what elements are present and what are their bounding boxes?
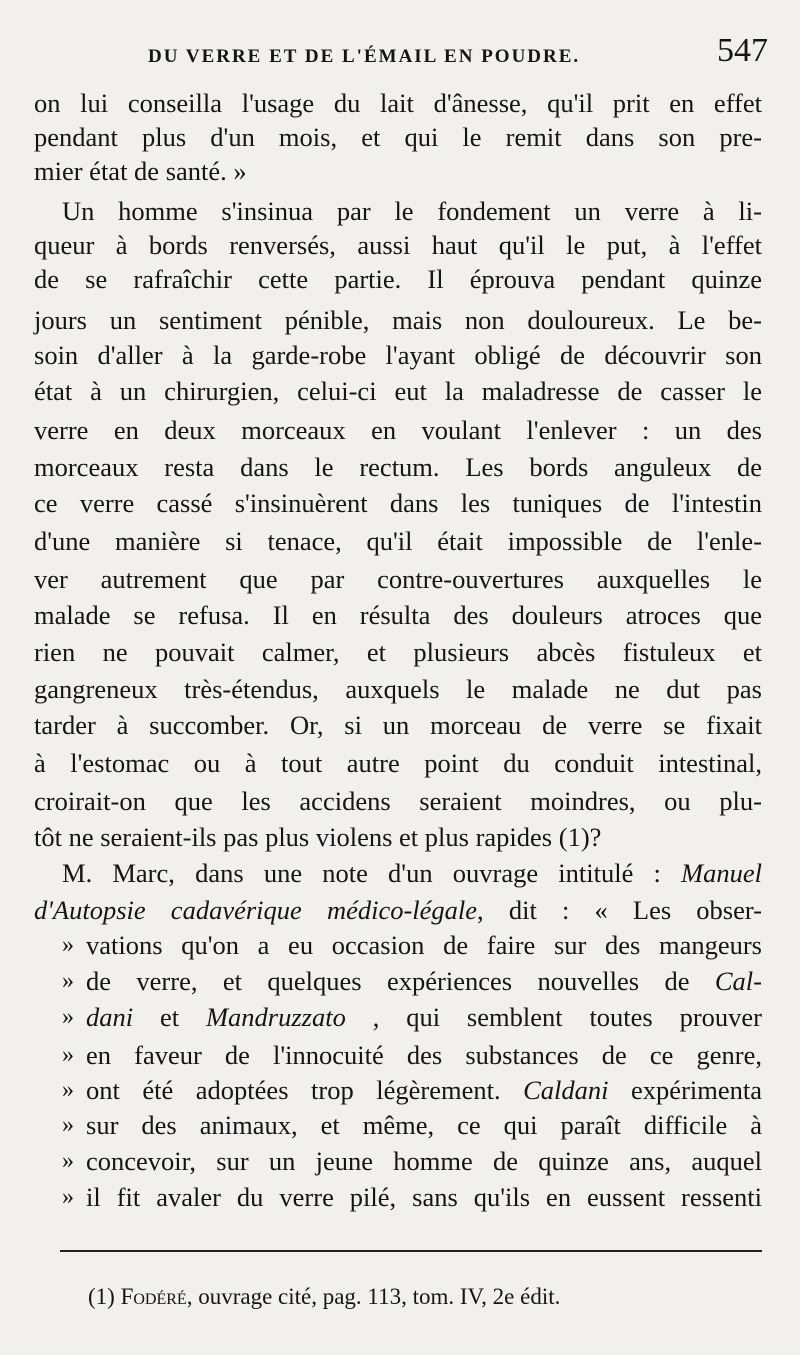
footnote <box>88 1282 560 1312</box>
quote-mark: » <box>62 1042 74 1068</box>
quoted-line <box>86 964 762 998</box>
author-name-italic: Caldani <box>523 1075 609 1105</box>
quote-mark: » <box>62 1004 74 1030</box>
text-line: tôt ne seraient-ils pas plus violens et plus rapides (1)? <box>34 822 602 852</box>
text-line: jours un sentiment pénible, mais non douloureux. Le be- <box>34 305 762 335</box>
text-span: et <box>133 1002 206 1032</box>
footnote-text: , ouvrage cité, pag. 113, tom. IV, 2e édit. <box>186 1284 561 1309</box>
quote-mark: » <box>62 968 74 994</box>
text-line: malade se refusa. Il en résulta des douleurs atroces que <box>34 600 762 630</box>
quoted-line: en faveur de l'innocuité des substances de ce genre, <box>86 1040 762 1070</box>
quoted-line: vations qu'on a eu occasion de faire sur des mangeurs <box>86 930 762 960</box>
text-line: à l'estomac ou à tout autre point du conduit intestinal, <box>34 748 762 778</box>
footnote-mark: (1) <box>88 1284 121 1309</box>
footnote-divider <box>60 1250 762 1252</box>
quoted-line: sur des animaux, et même, ce qui paraît difficile à <box>86 1110 762 1140</box>
quote-mark: » <box>62 932 74 958</box>
text-line: verre en deux morceaux en voulant l'enlever : un des <box>34 415 762 445</box>
text-line: morceaux resta dans le rectum. Les bords anguleux de <box>34 452 762 482</box>
text-line: d'une manière si tenace, qu'il était impossible de l'enle- <box>34 526 762 556</box>
text-span: ont été adoptées trop légèrement. <box>86 1075 524 1105</box>
text-line: tarder à succomber. Or, si un morceau de verre se fixait <box>34 710 762 740</box>
footnote-author: Fodéré <box>120 1284 187 1309</box>
text-line: queur à bords renversés, aussi haut qu'il le put, à l'effet <box>34 230 762 260</box>
running-header <box>120 30 770 80</box>
quote-mark: » <box>62 1148 74 1174</box>
text-line: mier état de santé. » <box>34 156 247 186</box>
quoted-line <box>86 1000 762 1034</box>
quote-mark: » <box>62 1184 74 1210</box>
quoted-line <box>86 1073 762 1107</box>
text-line-marc <box>62 856 762 890</box>
author-name-italic: Mandruzzato <box>205 1002 346 1032</box>
text-line-marc <box>34 893 762 927</box>
text-line: état à un chirurgien, celui-ci eut la maladresse de casser le <box>34 376 762 406</box>
text-line: ver autrement que par contre-ouvertures auxquelles le <box>34 564 762 594</box>
quote-mark: » <box>62 1112 74 1138</box>
text-line: de se rafraîchir cette partie. Il éprouva pendant quinze <box>34 264 762 294</box>
text-line: gangreneux très-étendus, auxquels le malade ne dut pas <box>34 674 762 704</box>
text-span: , qui semblent toutes prouver <box>345 1002 763 1032</box>
text-line: pendant plus d'un mois, et qui le remit dans son pre- <box>34 122 762 152</box>
quoted-line: concevoir, sur un jeune homme de quinze ans, auquel <box>86 1146 762 1176</box>
text-span: de verre, et quelques expériences nouvelles de <box>86 966 715 996</box>
text-line: Un homme s'insinua par le fondement un verre à li- <box>62 196 762 226</box>
quoted-line: il fit avaler du verre pilé, sans qu'ils en eussent ressenti <box>86 1182 762 1212</box>
author-name-italic: Cal- <box>714 966 762 996</box>
text-span: expérimenta <box>608 1075 762 1105</box>
text-span: , dit : « Les obser- <box>477 895 762 925</box>
text-line: croirait-on que les accidens seraient moindres, ou plu- <box>34 786 762 816</box>
text-line: soin d'aller à la garde-robe l'ayant obligé de découvrir son <box>34 340 762 370</box>
running-title: DU VERRE ET DE L'ÉMAIL EN POUDRE. <box>148 46 581 67</box>
text-span: M. Marc, dans une note d'un ouvrage intitulé : <box>62 858 682 888</box>
book-title-italic: Manuel <box>681 858 762 888</box>
text-line: on lui conseilla l'usage du lait d'ânesse, qu'il prit en effet <box>34 88 762 118</box>
author-name-italic: dani <box>86 1002 134 1032</box>
book-title-italic: d'Autopsie cadavérique médico-légale <box>34 895 478 925</box>
page-number: 547 <box>717 32 768 69</box>
text-line: rien ne pouvait calmer, et plusieurs abcès fistuleux et <box>34 637 762 667</box>
text-line: ce verre cassé s'insinuèrent dans les tuniques de l'intestin <box>34 488 762 518</box>
quote-mark: » <box>62 1077 74 1103</box>
